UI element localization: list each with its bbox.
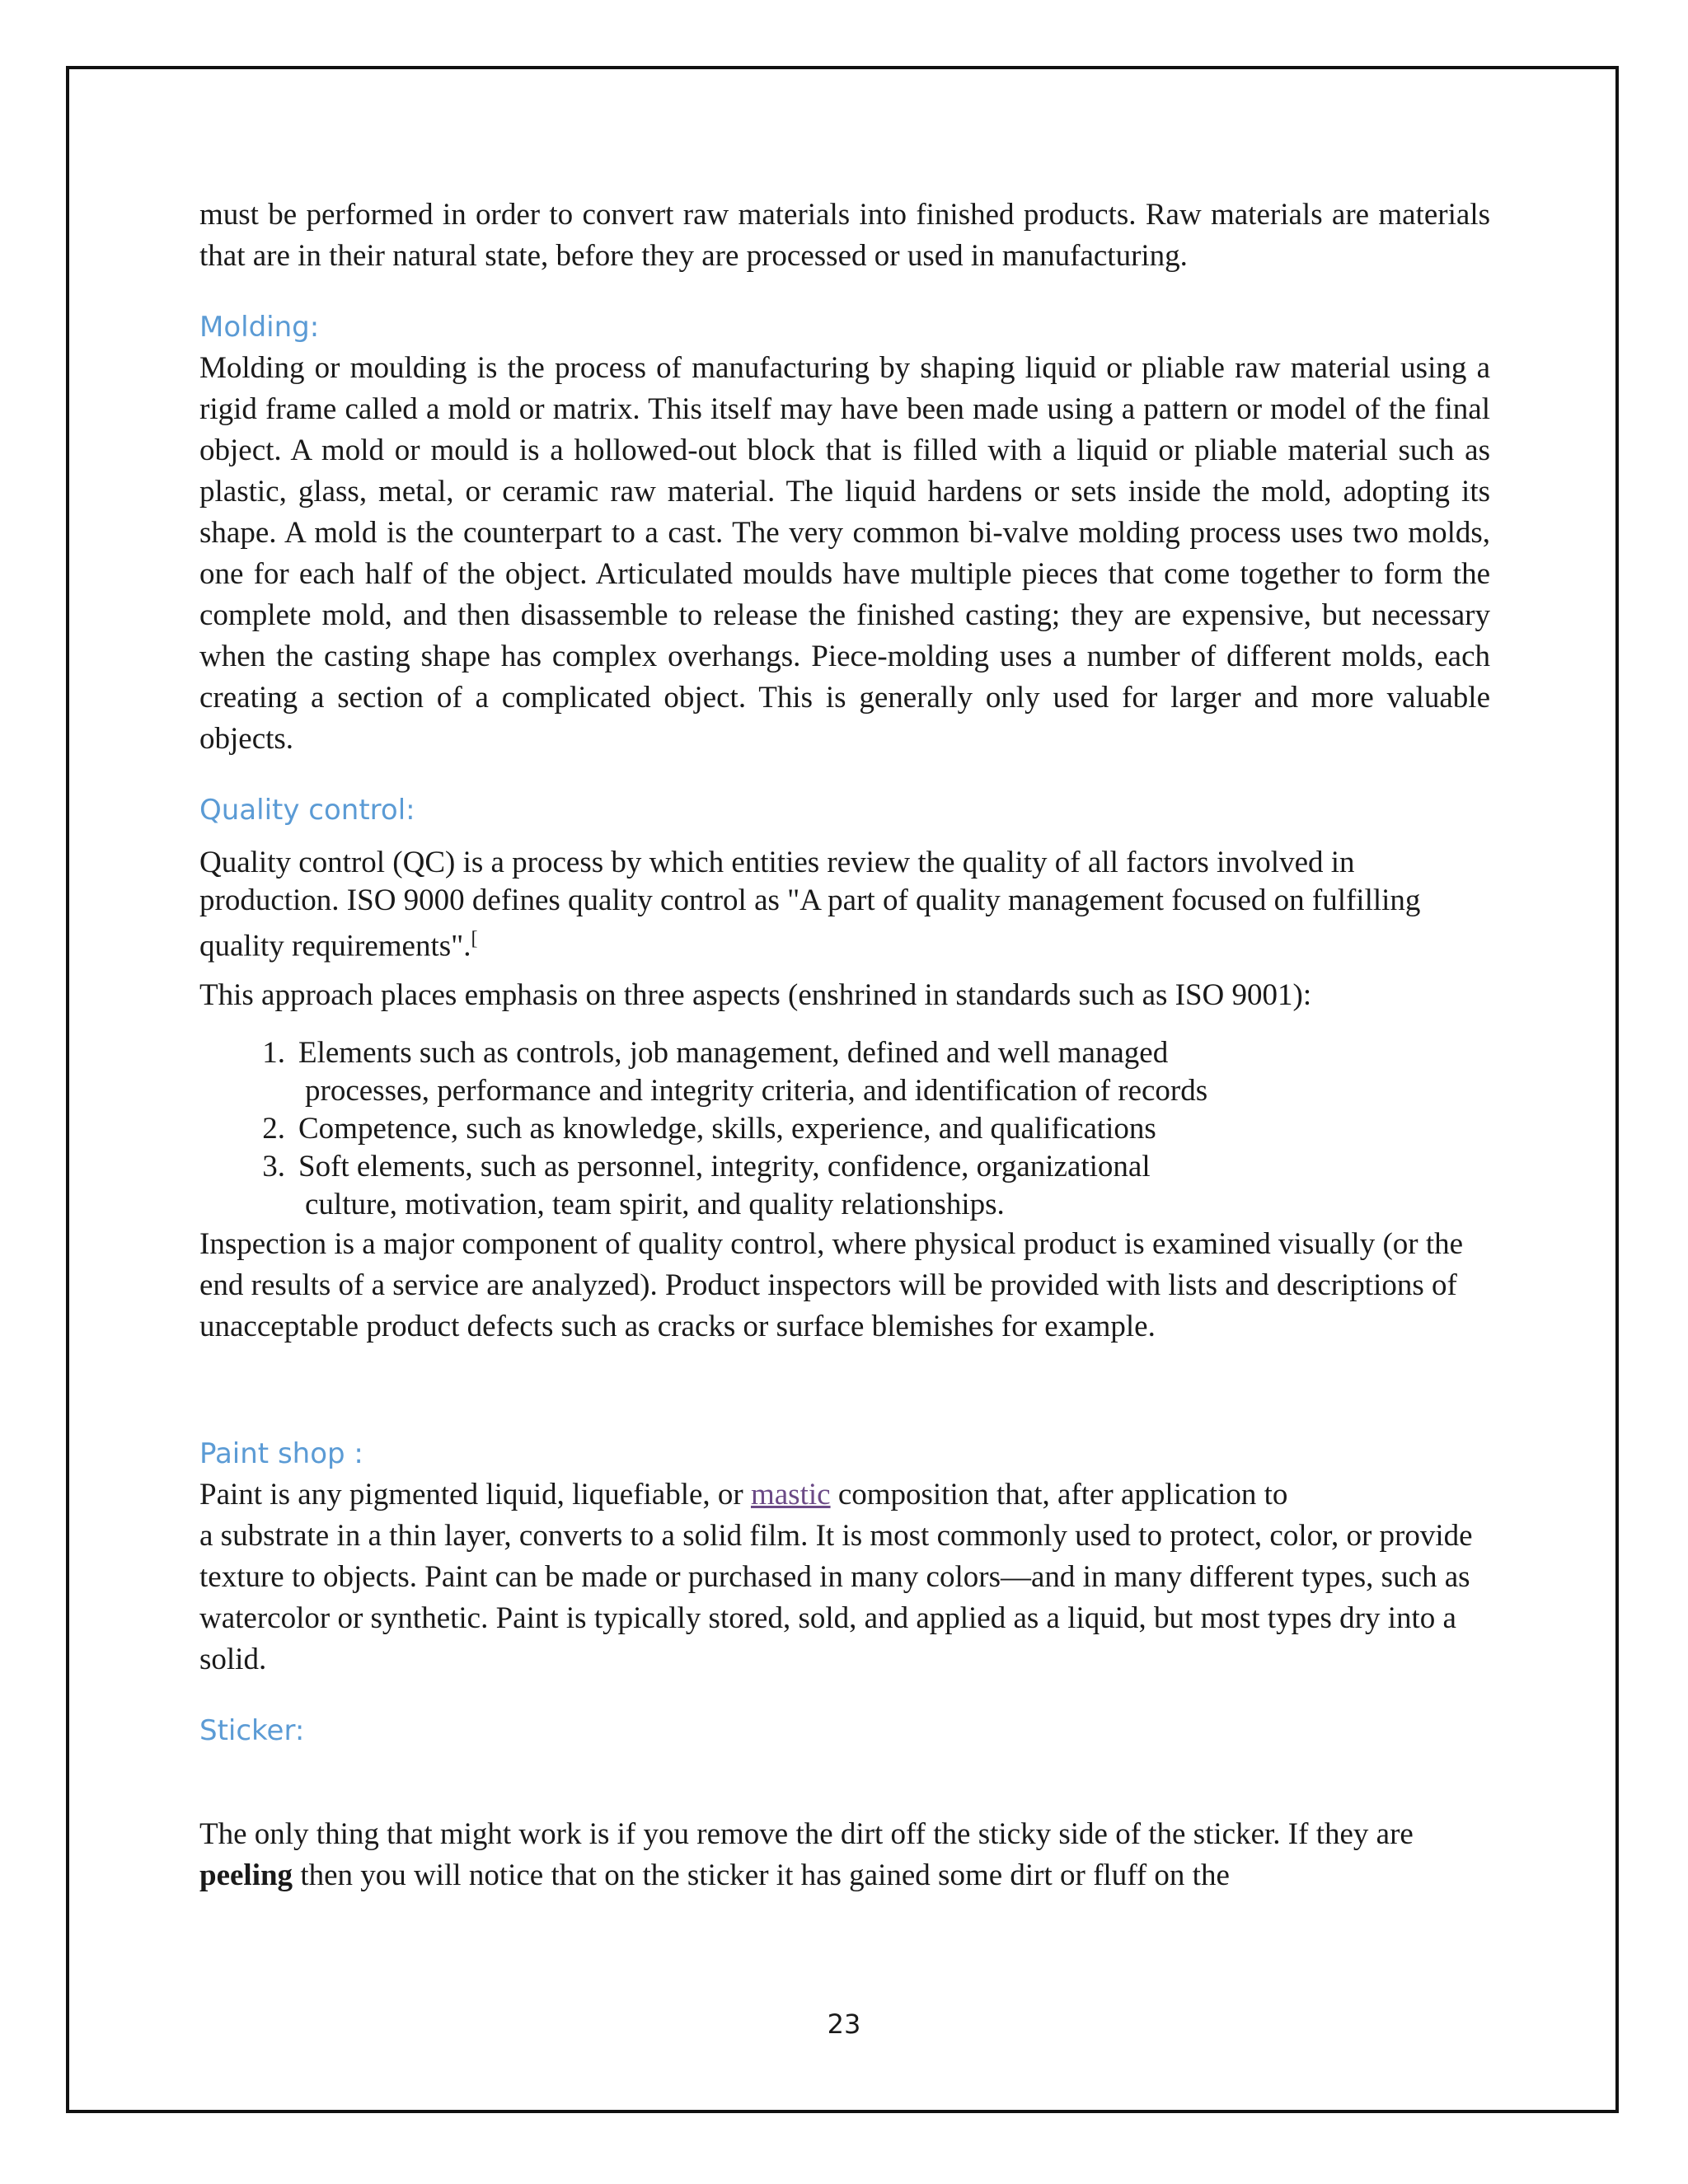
sticker-paragraph — [199, 1814, 1490, 1896]
paint-text: composition that, after application to — [830, 1478, 1288, 1512]
list-item — [199, 1034, 1490, 1110]
list-line: Soft elements, such as personnel, integrity, confidence, organizational — [298, 1150, 1151, 1184]
list-line-continued: processes, performance and integrity criteria, and identification of records — [305, 1074, 1208, 1108]
list-item — [199, 1148, 1490, 1224]
mastic-link[interactable]: mastic — [750, 1478, 831, 1512]
paint-shop-paragraph — [199, 1474, 1490, 1516]
list-line: Elements such as controls, job management, defined and well managed — [298, 1036, 1169, 1071]
paint-shop-paragraph-continued: a substrate in a thin layer, converts to a solid film. It is most commonly used to protect, color, or provide texture to objects. Paint can be made or purchased in many colors—and in many different types, such as watercolor or synthetic. Paint is typically stored, sold, and applied as a liquid, but most types dry into a solid. — [199, 1519, 1473, 1677]
list-text — [298, 1148, 1490, 1224]
molding-heading: Molding: — [199, 311, 320, 344]
approach-paragraph: This approach places emphasis on three aspects (enshrined in standards such as ISO 9001): — [199, 978, 1312, 1013]
quality-control-heading: Quality control: — [199, 794, 415, 827]
list-item — [199, 1110, 1490, 1148]
list-text — [298, 1034, 1490, 1110]
quality-control-section — [199, 844, 1490, 1224]
document-body — [199, 194, 1490, 1896]
paint-shop-heading: Paint shop : — [199, 1437, 363, 1471]
list-number: 1. — [262, 1036, 285, 1071]
quality-control-text: Quality control (QC) is a process by which entities review the quality of all factors involved in production. ISO 9000 defines quality control as "A part of quality management focused on fulfilling quality requirements". — [199, 846, 1421, 963]
molding-paragraph: Molding or moulding is the process of manufacturing by shaping liquid or pliable raw material using a rigid frame called a mold or matrix. This itself may have been made using a pattern or model of the final object. A mold or mould is a hollowed-out block that is filled with a liquid or pliable material such as plastic, glass, metal, or ceramic raw material. The liquid hardens or sets inside the mold, adopting its shape. A mold is the counterpart to a cast. The very common bi-valve molding process uses two molds, one for each half of the object. Articulated moulds have multiple pieces that come together to form the complete mold, and then disassemble to release the finished casting; they are expensive, but necessary when the casting shape has complex overhangs. Piece-molding uses a number of different molds, each creating a section of a complicated object. This is generally only used for larger and more valuable objects. — [199, 351, 1490, 756]
inspection-paragraph: Inspection is a major component of quality control, where physical product is examined visually (or the end results of a service are analyzed). Product inspectors will be provided with lists and descriptions of unacceptable product defects such as cracks or surface blemishes for example. — [199, 1227, 1464, 1344]
aspects-list — [199, 1034, 1490, 1224]
quality-control-paragraph — [199, 844, 1490, 965]
list-number: 3. — [262, 1150, 285, 1184]
list-line-continued: culture, motivation, team spirit, and quality relationships. — [305, 1188, 1005, 1222]
sticker-text: The only thing that might work is if you remove the dirt off the sticky side of the sticker. If they are — [199, 1817, 1414, 1852]
sticker-text: then you will notice that on the sticker it has gained some dirt or fluff on the — [293, 1858, 1230, 1893]
list-line: Competence, such as knowledge, skills, experience, and qualifications — [298, 1112, 1156, 1146]
intro-paragraph: must be performed in order to convert raw materials into finished products. Raw materials are materials that are in their natural state, before they are processed or used in manufacturing. — [199, 198, 1490, 273]
sticker-heading: Sticker: — [199, 1714, 305, 1748]
list-text — [298, 1110, 1490, 1148]
paint-text: Paint is any pigmented liquid, liquefiable, or — [199, 1478, 751, 1512]
reference-mark: [ — [471, 928, 478, 949]
peeling-bold: peeling — [199, 1858, 293, 1893]
page-number: 23 — [827, 2008, 861, 2040]
list-number: 2. — [262, 1112, 285, 1146]
